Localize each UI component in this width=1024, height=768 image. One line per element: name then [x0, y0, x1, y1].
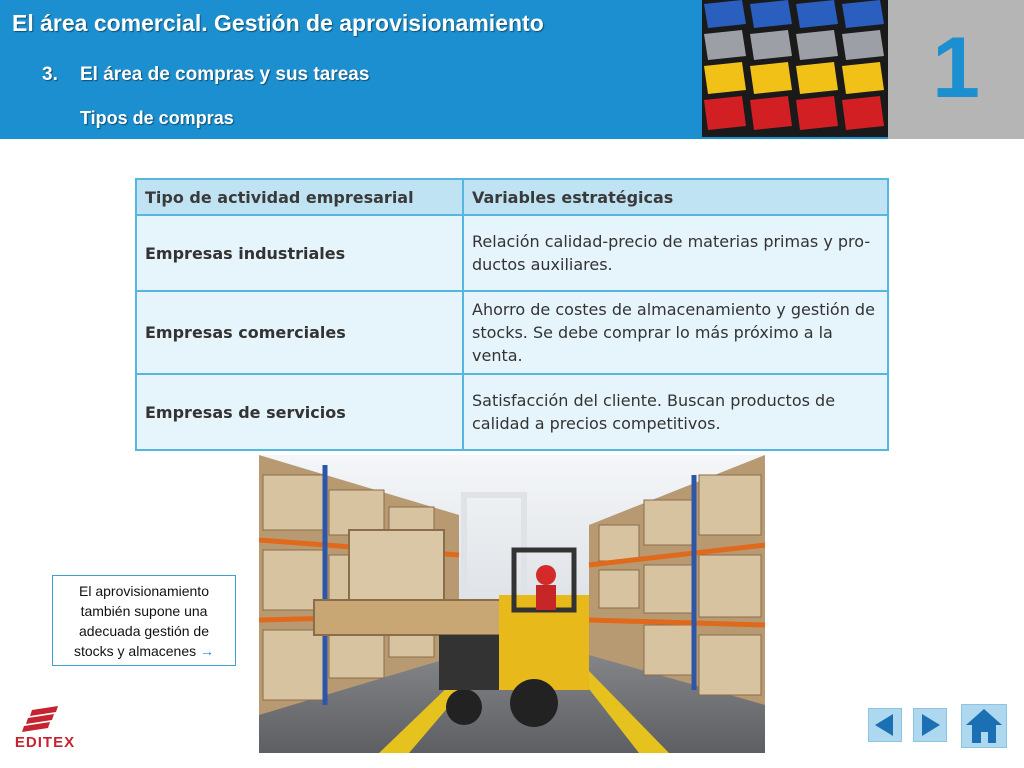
business-types-table — [135, 178, 889, 451]
cell-variables: Relación calidad-precio de materias primas y pro-ductos auxiliares. — [463, 215, 888, 291]
cell-variables: Ahorro de costes de almacenamiento y gestión de stocks. Se debe comprar lo más próximo a la venta. — [463, 291, 888, 374]
next-slide-button[interactable] — [913, 708, 947, 742]
warehouse-forklift-photo — [259, 455, 765, 753]
home-button[interactable] — [961, 704, 1007, 748]
table-row — [136, 215, 888, 291]
column-header-tipo: Tipo de actividad empresarial — [136, 179, 463, 215]
triangle-right-icon — [914, 709, 946, 741]
cell-tipo: Empresas de servicios — [136, 374, 463, 450]
arrow-right-icon[interactable]: → — [200, 642, 215, 659]
chapter-box — [888, 0, 1024, 139]
previous-slide-button[interactable] — [868, 708, 902, 742]
section-number: 3. — [42, 64, 58, 85]
section-title: El área de compras y sus tareas — [80, 64, 370, 85]
photo-caption — [52, 575, 236, 666]
cell-tipo: Empresas industriales — [136, 215, 463, 291]
page-title: El área comercial. Gestión de aprovisionamiento — [12, 10, 544, 36]
editex-logo — [10, 704, 80, 754]
table-row — [136, 291, 888, 374]
cell-tipo: Empresas comerciales — [136, 291, 463, 374]
table-row — [136, 374, 888, 450]
chapter-number: 1 — [932, 20, 980, 116]
section-heading — [42, 64, 369, 86]
subsection-title: Tipos de compras — [80, 108, 234, 128]
caption-text: El aprovisionamiento también supone una adecuada gestión de stocks y almacenes — [73, 582, 209, 659]
editex-logo-mark — [10, 704, 80, 734]
triangle-left-icon — [869, 709, 901, 741]
table-header-row — [136, 179, 888, 215]
storage-bins-image — [702, 0, 888, 137]
header-bar — [0, 0, 1024, 139]
logo-text: EDITEX — [14, 734, 76, 751]
home-icon — [962, 705, 1006, 747]
cell-variables: Satisfacción del cliente. Buscan productos de calidad a precios competitivos. — [463, 374, 888, 450]
column-header-variables: Variables estratégicas — [463, 179, 888, 215]
